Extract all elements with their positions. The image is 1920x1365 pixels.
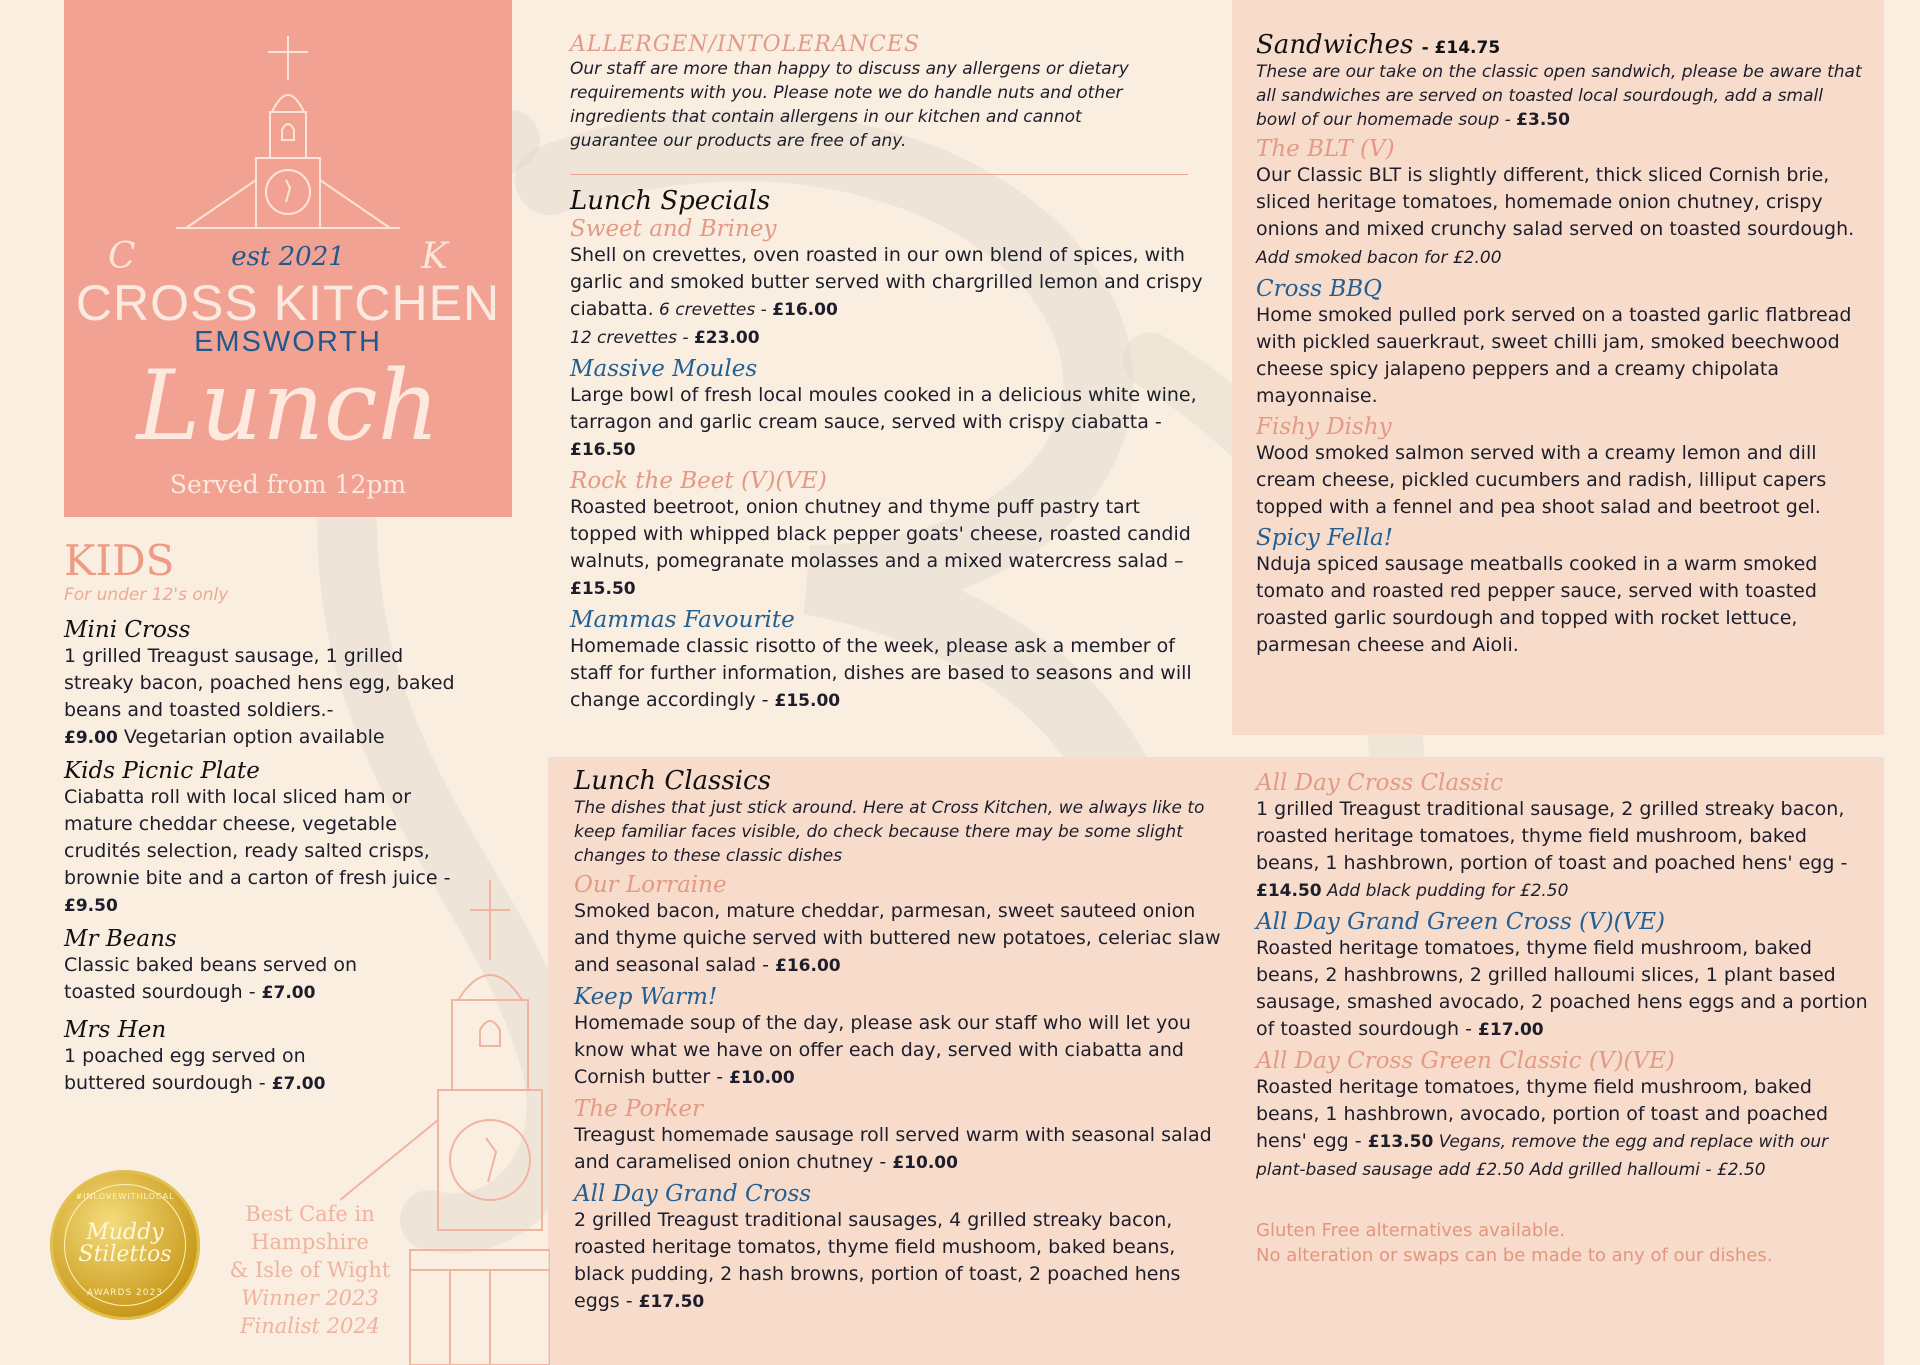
- allergen-text: Our staff are more than happy to discuss any allergens or dietary requirements with you. Please note we do handle nuts and other ingredients that contain allergens in our kitchen and cannot guarantee our products are free of any.: [570, 59, 1129, 151]
- served-time: Served from 12pm: [169, 470, 407, 499]
- allergen-section: [570, 32, 1190, 153]
- established-label: est 2021: [231, 242, 345, 272]
- menu-item-desc: Large bowl of fresh local moules cooked in a delicious white wine, tarragon and garlic cream sauce, served with crispy ciabatta - £16.50: [570, 384, 1197, 460]
- kids-item: [64, 617, 464, 752]
- kids-item-name: Mrs Hen: [64, 1017, 167, 1043]
- sandwiches-intro: These are our take on the classic open sandwich, please be aware that all sandwiches are served on toasted local sourdough, add a small bowl of our homemade soup - £3.50: [1256, 62, 1862, 130]
- menu-item: [570, 468, 1210, 603]
- gluten-notice: Gluten Free alternatives available. No alteration or swaps can be made to any of our dishes.: [1256, 1220, 1773, 1266]
- monogram-k: K: [421, 236, 448, 277]
- lunch-classics-title: Lunch Classics: [574, 766, 771, 796]
- menu-item-name: Fishy Dishy: [1256, 414, 1392, 440]
- divider: [570, 174, 1188, 175]
- kids-item-name: Mini Cross: [64, 617, 191, 643]
- menu-item-desc: Smoked bacon, mature cheddar, parmesan, sweet sauteed onion and thyme quiche served with buttered new potatoes, celeriac slaw and seasonal salad - £16.00: [574, 900, 1221, 976]
- lunch-classics-intro: The dishes that just stick around. Here at Cross Kitchen, we always like to keep familiar faces visible, do check because there may be some slight changes to these classic dishes: [574, 798, 1205, 866]
- kids-item-name: Kids Picnic Plate: [64, 758, 260, 784]
- menu-item-desc: Home smoked pulled pork served on a toasted garlic flatbread with pickled sauerkraut, sweet chilli jam, smoked beechwood cheese spicy jalapeno peppers and a creamy chipolata mayonnaise.: [1256, 304, 1852, 407]
- menu-item: [1256, 276, 1866, 410]
- menu-item: [1256, 770, 1868, 905]
- menu-header: [64, 0, 512, 517]
- sandwiches-title: Sandwiches - £14.75: [1256, 30, 1501, 60]
- menu-item: [1256, 909, 1868, 1044]
- menu-item-desc: Treagust homemade sausage roll served warm with seasonal salad and caramelised onion chutney - £10.00: [574, 1124, 1212, 1173]
- menu-item-name: All Day Cross Green Classic (V)(VE): [1256, 1048, 1675, 1074]
- menu-item: [570, 216, 1210, 352]
- menu-item-desc: Wood smoked salmon served with a creamy lemon and dill cream cheese, pickled cucumbers and radish, lilliput capers topped with a fennel and pea shoot salad and beetroot gel.: [1256, 442, 1827, 518]
- all-day-section: [1256, 770, 1868, 1268]
- menu-item-desc: 1 grilled Treagust traditional sausage, 2 grilled streaky bacon, roasted heritage tomatoes, thyme field mushroom, baked beans, 1 hashbrown, portion of toast and poached hens' egg - £14.50 Add black pudding for £2.50: [1256, 798, 1848, 901]
- kids-subtitle: For under 12's only: [64, 585, 229, 605]
- menu-item: [570, 607, 1210, 715]
- brand-location: EMSWORTH: [194, 326, 382, 358]
- kids-item-desc: Classic baked beans served on toasted sourdough - £7.00: [64, 954, 358, 1003]
- menu-item: [574, 1181, 1230, 1316]
- menu-item-name: Cross BBQ: [1256, 276, 1383, 302]
- menu-item-name: All Day Grand Green Cross (V)(VE): [1256, 909, 1665, 935]
- allergen-title: ALLERGEN/INTOLERANCES: [570, 32, 921, 57]
- menu-item-name: Spicy Fella!: [1256, 525, 1394, 551]
- menu-item-desc: Homemade soup of the day, please ask our staff who will let you know what we have on offer each day, served with ciabatta and Cornish butter - £10.00: [574, 1012, 1191, 1088]
- kids-item-desc: 1 grilled Treagust sausage, 1 grilled streaky bacon, poached hens egg, baked beans and toasted soldiers.- £9.00 Vegetarian option available: [64, 645, 455, 748]
- menu-item-name: Our Lorraine: [574, 872, 727, 898]
- menu-item-name: Rock the Beet (V)(VE): [570, 468, 827, 494]
- menu-item-name: All Day Cross Classic: [1256, 770, 1503, 796]
- menu-item: [1256, 1048, 1868, 1184]
- kids-item-desc: Ciabatta roll with local sliced ham or mature cheddar cheese, vegetable crudités selection, ready salted crisps, brownie bite and a carton of fresh juice - £9.50: [64, 786, 451, 916]
- menu-item-name: The Porker: [574, 1096, 704, 1122]
- kids-title: KIDS: [64, 536, 175, 585]
- monogram-c: C: [108, 236, 136, 277]
- menu-item-desc: Roasted heritage tomatoes, thyme field mushroom, baked beans, 2 hashbrowns, 2 grilled halloumi slices, 1 plant based sausage, smashed avocado, 2 poached hens eggs and a portion of toasted sourdough - £17.00: [1256, 937, 1868, 1040]
- menu-item-desc: Roasted heritage tomatoes, thyme field mushroom, baked beans, 1 hashbrown, avocado, portion of toast and poached hens' egg - £13.50 Vegans, remove the egg and replace with our plant-based sausage add £2.50 Add grilled halloumi - £2.50: [1256, 1076, 1829, 1180]
- menu-item-name: Keep Warm!: [574, 984, 718, 1010]
- menu-title: Lunch: [136, 350, 440, 462]
- menu-item-name: The BLT (V): [1256, 136, 1395, 162]
- menu-item-desc: Our Classic BLT is slightly different, thick sliced Cornish brie, sliced heritage tomatoes, homemade onion chutney, crispy onions and mixed crunchy salad served on toasted sourdough. Add smoked bacon for £2.00: [1256, 164, 1855, 268]
- award-text: Best Cafe in Hampshire & Isle of Wight Winner 2023 Finalist 2024: [229, 1202, 391, 1338]
- award-year: AWARDS 2023: [87, 1288, 163, 1298]
- menu-item: [574, 872, 1230, 980]
- menu-item-name: Massive Moules: [570, 356, 758, 382]
- kids-item-desc: 1 poached egg served on buttered sourdough - £7.00: [64, 1045, 326, 1094]
- menu-item: [1256, 414, 1866, 521]
- award-name: Muddy Stilettos: [78, 1220, 172, 1267]
- menu-item-desc: 2 grilled Treagust traditional sausages, 4 grilled streaky bacon, roasted heritage tomatos, thyme field mushoom, baked beans, black pudding, 2 hash browns, portion of toast, 2 poached hens eggs - £17.50: [574, 1209, 1181, 1312]
- menu-item: [574, 1096, 1230, 1177]
- menu-item-desc: Shell on crevettes, oven roasted in our own blend of spices, with garlic and smoked butter served with chargrilled lemon and crispy ciabatta. 6 crevettes - £16.00 12 crevettes - £23.00: [570, 244, 1203, 348]
- menu-item-name: Sweet and Briney: [570, 216, 777, 242]
- lunch-classics-section: [574, 766, 1230, 1316]
- menu-item-desc: Nduja spiced sausage meatballs cooked in a warm smoked tomato and roasted red pepper sauce, served with toasted roasted garlic sourdough and topped with rocket lettuce, parmesan cheese and Aioli.: [1256, 553, 1818, 656]
- menu-item: [1256, 136, 1866, 272]
- lunch-specials-title: Lunch Specials: [570, 186, 771, 216]
- menu-item-desc: Roasted beetroot, onion chutney and thyme puff pastry tart topped with whipped black pepper goats' cheese, roasted candid walnuts, pomegranate molasses and a mixed watercress salad – £15.50: [570, 496, 1191, 599]
- sandwiches-section: [1256, 30, 1866, 659]
- clocktower-icon: [156, 30, 420, 260]
- menu-item: [1256, 525, 1866, 659]
- menu-item: [570, 356, 1210, 464]
- lunch-specials-section: [570, 186, 1210, 715]
- award-badge: [50, 1170, 200, 1320]
- kids-item-name: Mr Beans: [64, 926, 177, 952]
- menu-item-name: All Day Grand Cross: [574, 1181, 812, 1207]
- menu-item-name: Mammas Favourite: [570, 607, 795, 633]
- award-ring-top: #INLOVEWITHLOCAL: [75, 1192, 175, 1201]
- kids-item: [64, 1017, 374, 1098]
- menu-item-desc: Homemade classic risotto of the week, please ask a member of staff for further information, dishes are based to seasons and will change accordingly - £15.00: [570, 635, 1192, 711]
- brand-name: CROSS KITCHEN: [75, 275, 501, 331]
- menu-item: [574, 984, 1230, 1092]
